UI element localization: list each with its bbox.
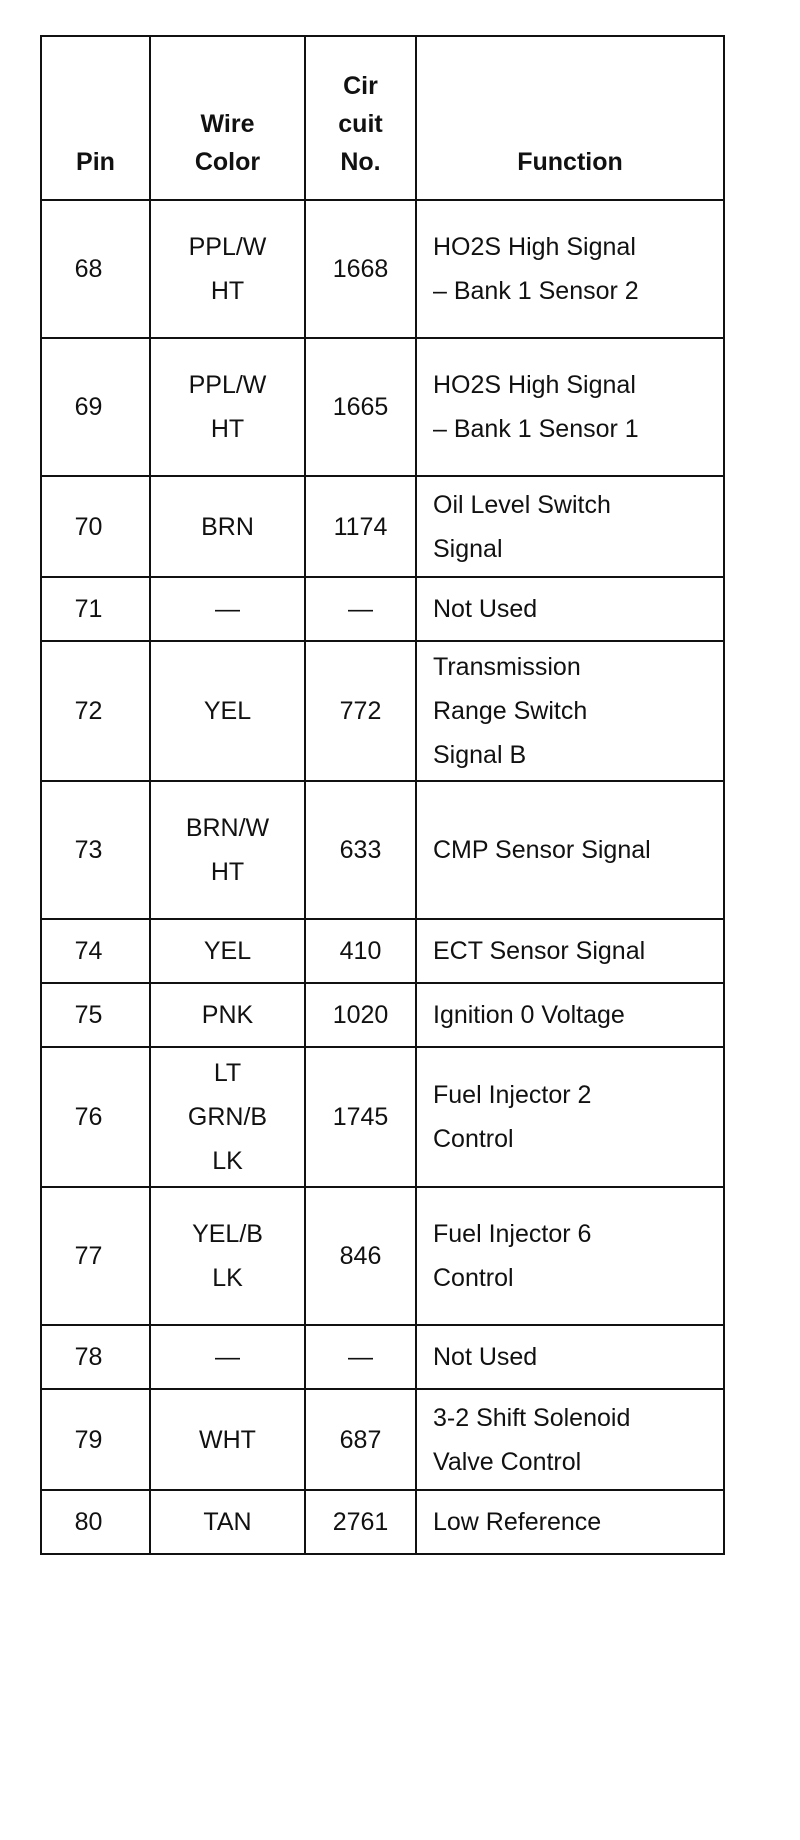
function-cell-text: 3-2 Shift Solenoid Valve Control (433, 1403, 631, 1476)
table-row (41, 919, 724, 983)
circuit-number-cell (305, 1389, 416, 1490)
pin-cell (41, 641, 150, 781)
pin-cell-text: 71 (74, 595, 103, 623)
pin-cell-text: 73 (74, 836, 103, 864)
wire-color-cell (150, 781, 305, 919)
pin-cell-text: 80 (74, 1508, 103, 1536)
function-cell (416, 919, 724, 983)
wire-color-cell-text: YEL (203, 937, 252, 965)
wire-color-cell-text: PNK (201, 1001, 254, 1029)
table-row (41, 1325, 724, 1389)
wire-color-cell-text: PPL/W HT (188, 233, 267, 305)
function-cell (416, 1325, 724, 1389)
circuit-number-cell (305, 983, 416, 1047)
circuit-number-cell-text: 1668 (332, 255, 389, 283)
function-cell (416, 577, 724, 641)
function-cell (416, 641, 724, 781)
pin-cell-text: 69 (74, 393, 103, 421)
circuit-number-cell-text: 846 (339, 1242, 382, 1270)
table-row (41, 577, 724, 641)
wire-color-cell-text: YEL (203, 697, 252, 725)
wire-color-cell (150, 641, 305, 781)
function-cell-text: Fuel Injector 2 Control (433, 1081, 592, 1153)
pin-cell (41, 1187, 150, 1325)
function-cell (416, 200, 724, 338)
circuit-number-cell-text: 2761 (332, 1508, 389, 1536)
pin-cell (41, 1490, 150, 1554)
table-row (41, 983, 724, 1047)
wire-color-cell (150, 919, 305, 983)
circuit-number-cell-text: 772 (339, 697, 382, 725)
pin-cell-text: 78 (74, 1343, 103, 1371)
circuit-number-cell (305, 641, 416, 781)
circuit-number-cell (305, 200, 416, 338)
pin-cell (41, 1047, 150, 1187)
circuit-number-cell (305, 781, 416, 919)
pin-cell (41, 919, 150, 983)
pin-cell-text: 77 (74, 1242, 103, 1270)
circuit-number-cell (305, 1187, 416, 1325)
function-cell-text: Oil Level Switch Signal (433, 490, 611, 563)
pin-cell-text: 75 (74, 1001, 103, 1029)
pin-cell (41, 983, 150, 1047)
wire-color-cell (150, 1389, 305, 1490)
wire-color-cell-text: BRN (201, 512, 254, 541)
function-cell (416, 781, 724, 919)
circuit-number-cell (305, 1490, 416, 1554)
pin-cell (41, 476, 150, 577)
table-row (41, 338, 724, 476)
wire-color-cell (150, 1325, 305, 1389)
wire-color-cell-text: TAN (203, 1508, 252, 1536)
pin-cell-text: 76 (74, 1103, 103, 1131)
function-cell-text: CMP Sensor Signal (433, 836, 651, 864)
circuit-number-cell-text: — (348, 595, 373, 623)
connector-pin-table (40, 35, 725, 1555)
header-wire-color: Wire Color (150, 36, 305, 200)
table-row (41, 1047, 724, 1187)
circuit-number-cell (305, 1325, 416, 1389)
table-body (41, 200, 724, 1554)
wire-color-cell-text: WHT (199, 1425, 256, 1454)
circuit-number-cell-text: 1174 (333, 512, 388, 541)
function-cell-text: ECT Sensor Signal (433, 937, 646, 965)
function-cell-text: Not Used (433, 1343, 538, 1371)
function-cell (416, 1389, 724, 1490)
circuit-number-cell-text: 1745 (332, 1103, 389, 1131)
circuit-number-cell-text: — (348, 1343, 373, 1371)
wire-color-cell (150, 577, 305, 641)
wire-color-cell (150, 1187, 305, 1325)
wire-color-cell (150, 200, 305, 338)
pin-cell-text: 79 (74, 1425, 103, 1454)
pin-cell (41, 200, 150, 338)
wire-color-cell (150, 1047, 305, 1187)
table-row (41, 1389, 724, 1490)
pin-cell (41, 577, 150, 641)
wire-color-cell-text: — (215, 595, 240, 623)
wire-color-cell (150, 983, 305, 1047)
circuit-number-cell (305, 577, 416, 641)
function-cell-text: Fuel Injector 6 Control (433, 1220, 592, 1292)
table-row (41, 476, 724, 577)
function-cell (416, 338, 724, 476)
table-row (41, 781, 724, 919)
pin-cell (41, 1325, 150, 1389)
pin-cell-text: 68 (74, 255, 103, 283)
header-row (41, 36, 724, 200)
pin-cell (41, 781, 150, 919)
circuit-number-cell (305, 338, 416, 476)
wire-color-cell-text: PPL/W HT (188, 371, 267, 443)
function-cell-text: Not Used (433, 595, 538, 623)
circuit-number-cell (305, 919, 416, 983)
circuit-number-cell (305, 476, 416, 577)
header-pin: Pin (41, 36, 150, 200)
function-cell (416, 476, 724, 577)
pin-cell (41, 338, 150, 476)
wire-color-cell (150, 476, 305, 577)
wire-color-cell (150, 338, 305, 476)
pin-cell-text: 70 (74, 512, 103, 541)
table-header (41, 36, 724, 200)
wire-color-cell-text: LT GRN/B LK (187, 1059, 268, 1175)
wire-color-cell-text: BRN/W HT (185, 814, 270, 886)
wire-color-cell (150, 1490, 305, 1554)
function-cell-text: Transmission Range Switch Signal B (433, 653, 588, 769)
function-cell (416, 1187, 724, 1325)
table-row (41, 200, 724, 338)
circuit-number-cell (305, 1047, 416, 1187)
table-row (41, 1490, 724, 1554)
table-row (41, 1187, 724, 1325)
circuit-number-cell-text: 633 (339, 836, 382, 864)
function-cell (416, 983, 724, 1047)
circuit-number-cell-text: 687 (339, 1425, 382, 1454)
circuit-number-cell-text: 1020 (332, 1001, 389, 1029)
table-row (41, 641, 724, 781)
function-cell-text: Ignition 0 Voltage (433, 1001, 625, 1029)
pin-cell-text: 74 (74, 937, 103, 965)
function-cell (416, 1047, 724, 1187)
function-cell-text: HO2S High Signal – Bank 1 Sensor 2 (433, 233, 639, 305)
pin-cell-text: 72 (74, 697, 103, 725)
circuit-number-cell-text: 410 (339, 937, 382, 965)
wire-color-cell-text: YEL/B LK (192, 1220, 263, 1292)
pin-cell (41, 1389, 150, 1490)
circuit-number-cell-text: 1665 (332, 393, 389, 421)
function-cell-text: HO2S High Signal – Bank 1 Sensor 1 (433, 371, 639, 443)
function-cell-text: Low Reference (433, 1508, 602, 1536)
header-function: Function (416, 36, 724, 200)
function-cell (416, 1490, 724, 1554)
wire-color-cell-text: — (215, 1343, 240, 1371)
header-circuit-no: Cir cuit No. (305, 36, 416, 200)
